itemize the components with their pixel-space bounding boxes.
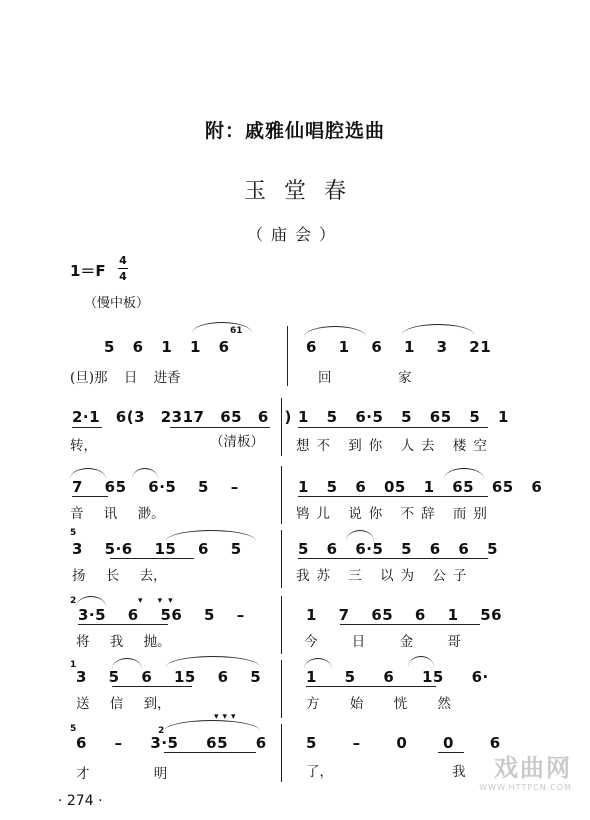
row5-left-notes: 3·5 6 56 5 – (78, 606, 245, 624)
time-signature-top: 4 (119, 254, 127, 267)
underline (112, 686, 192, 687)
slur (192, 322, 252, 333)
row1-right-lyric-1: 回 (318, 370, 332, 386)
row1-right-notes: 6 1 6 1 3 21 (306, 338, 492, 356)
row7-left-notes: 6 – 3·5 65 6 (76, 734, 267, 752)
row2-right-notes: 1 5 6·5 5 65 5 1 (298, 408, 509, 426)
row6-right-notes: 1 5 6 15 6· (306, 668, 489, 686)
underline (78, 624, 168, 625)
underline (110, 558, 194, 559)
barline (281, 466, 282, 524)
row1-left-notes: 5 6 1 1 6 (104, 338, 230, 356)
watermark-url: WWW.HTTPCN.COM (479, 783, 572, 792)
underline (72, 427, 102, 428)
underline (298, 496, 488, 497)
slur (76, 596, 106, 607)
slur (166, 530, 256, 541)
slur (304, 326, 366, 337)
row4-left-lyrics: 扬 长 去， (72, 568, 167, 584)
underline (298, 558, 488, 559)
row5-left-lyrics: 将 我 抛。 (76, 634, 171, 650)
slur (112, 658, 142, 669)
underline (438, 752, 464, 753)
slur (408, 656, 434, 667)
section-title: 附：戚雅仙唱腔选曲 (204, 120, 385, 142)
underline (306, 686, 436, 687)
row7-right-lyric-1: 了， (306, 764, 333, 780)
grace-note: 1 (70, 660, 77, 670)
row1-right-lyric-2: 家 (398, 370, 412, 386)
barline (287, 326, 288, 386)
row6-left-notes: 3 5 6 15 6 5 (76, 668, 262, 686)
tempo-marking: （慢中板） (84, 296, 150, 311)
row3-right-lyrics: 鸨儿 说你 不辞 而别 (296, 506, 494, 522)
barline (281, 660, 282, 718)
row4-right-lyrics: 我苏 三 以为 公子 (296, 568, 474, 584)
row4-left-notes: 3 5·6 15 6 5 (72, 540, 242, 558)
row5-right-lyrics: 今 日 金 哥 (304, 634, 461, 650)
grace-note: 2 (158, 726, 165, 736)
row7-right-lyric-2: 我 (452, 764, 466, 780)
row5-right-notes: 1 7 65 6 1 56 (306, 606, 503, 624)
row2-left-lyrics: 转， (70, 438, 97, 454)
underline (340, 624, 480, 625)
grace-note: 2 (70, 596, 77, 606)
underline (170, 427, 270, 428)
slur (132, 468, 158, 479)
underline (72, 496, 108, 497)
slur (402, 324, 474, 335)
grace-note: 61 (230, 326, 243, 336)
piece-title: 玉堂春 (243, 179, 364, 204)
slur (166, 656, 260, 667)
row1-left-lyrics: (旦)那 日 进香 (70, 370, 181, 386)
row7-left-lyrics: 才 明 (76, 766, 168, 782)
time-signature-bottom: 4 (119, 270, 127, 283)
row6-right-lyrics: 方 始 恍 然 (306, 696, 451, 712)
slur (304, 658, 332, 669)
row6-left-lyrics: 送 信 到， (76, 696, 171, 712)
slur (164, 720, 260, 731)
underline (298, 427, 488, 428)
time-signature (118, 254, 128, 283)
watermark-text: 戏曲网 (494, 754, 572, 782)
row7-right-notes: 5 – 0 0 6 (306, 734, 501, 752)
row2-left-notes: 2·1 6(3 2317 65 6 ) (72, 408, 292, 426)
barline (281, 596, 282, 654)
row3-left-lyrics: 音 讯 渺。 (70, 506, 165, 522)
accent-marks: ▾▾▾ (214, 712, 240, 722)
barline (281, 398, 282, 456)
row4-right-notes: 5 6 6·5 5 6 6 5 (298, 540, 499, 558)
grace-note: 5 (70, 724, 77, 734)
underline (164, 752, 256, 753)
row2-right-lyrics: 想不 到你 人去 楼空 (296, 438, 494, 454)
watermark (479, 748, 572, 792)
slur (444, 468, 484, 479)
slur (70, 468, 106, 479)
row3-right-notes: 1 5 6 05 1 65 65 6 (298, 478, 543, 496)
row3-left-notes: 7 65 6·5 5 – (72, 478, 239, 496)
slur (346, 530, 374, 541)
barline (281, 724, 282, 782)
key-signature: 1＝F (70, 262, 106, 280)
page-number: · 274 · (58, 793, 103, 809)
row2-left-aside: （清板） (210, 434, 264, 450)
barline (281, 530, 282, 588)
piece-subtitle: （庙会） (246, 225, 343, 244)
grace-note: 5 (70, 528, 77, 538)
accent-marks: ▾ ▾▾ (138, 596, 179, 606)
